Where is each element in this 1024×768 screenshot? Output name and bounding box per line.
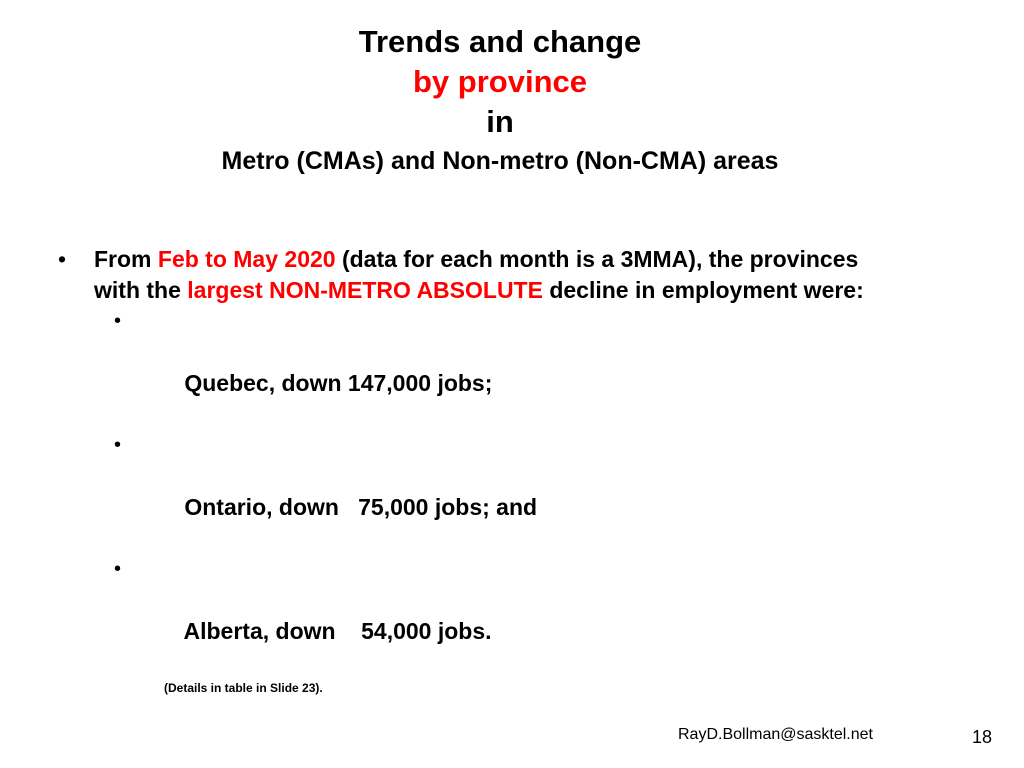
- footer-email: RayD.Bollman@sasktel.net: [678, 726, 873, 743]
- bullet-highlight-decline: largest NON-METRO ABSOLUTE: [187, 277, 543, 303]
- page-number: 18: [972, 727, 993, 747]
- list-item-text: Ontario, down 75,000 jobs; and: [184, 494, 538, 520]
- slide-body: [58, 244, 878, 696]
- main-bullet: [58, 244, 878, 306]
- sub-bullet-icon: •: [114, 434, 122, 456]
- list-item-ontario: [58, 430, 878, 554]
- list-item-alberta: [58, 554, 878, 678]
- sub-bullet-icon: •: [114, 310, 122, 332]
- title-line-2: by province: [413, 64, 587, 99]
- list-item-text: Alberta, down 54,000 jobs.: [183, 618, 492, 644]
- details-note: (Details in table in Slide 23).: [164, 681, 323, 695]
- slide-title: [0, 22, 1000, 180]
- title-line-3: in: [486, 104, 514, 139]
- list-item-text: Quebec, down 147,000 jobs;: [184, 370, 493, 396]
- bullet-highlight-date: Feb to May 2020: [157, 246, 336, 272]
- list-item-quebec: [58, 306, 878, 430]
- bullet-text-1: From: [94, 246, 158, 272]
- sub-bullet-icon: •: [114, 558, 122, 580]
- province-list: [58, 306, 878, 678]
- bullet-text-3: decline in employment were:: [542, 277, 864, 303]
- bullet-text-2: (data for each month is a 3MMA), the provinces with the: [94, 246, 859, 303]
- title-line-1: Trends and change: [358, 24, 642, 59]
- bullet-icon: •: [58, 246, 67, 272]
- title-line-4: Metro (CMAs) and Non-metro (Non-CMA) areas: [221, 147, 779, 175]
